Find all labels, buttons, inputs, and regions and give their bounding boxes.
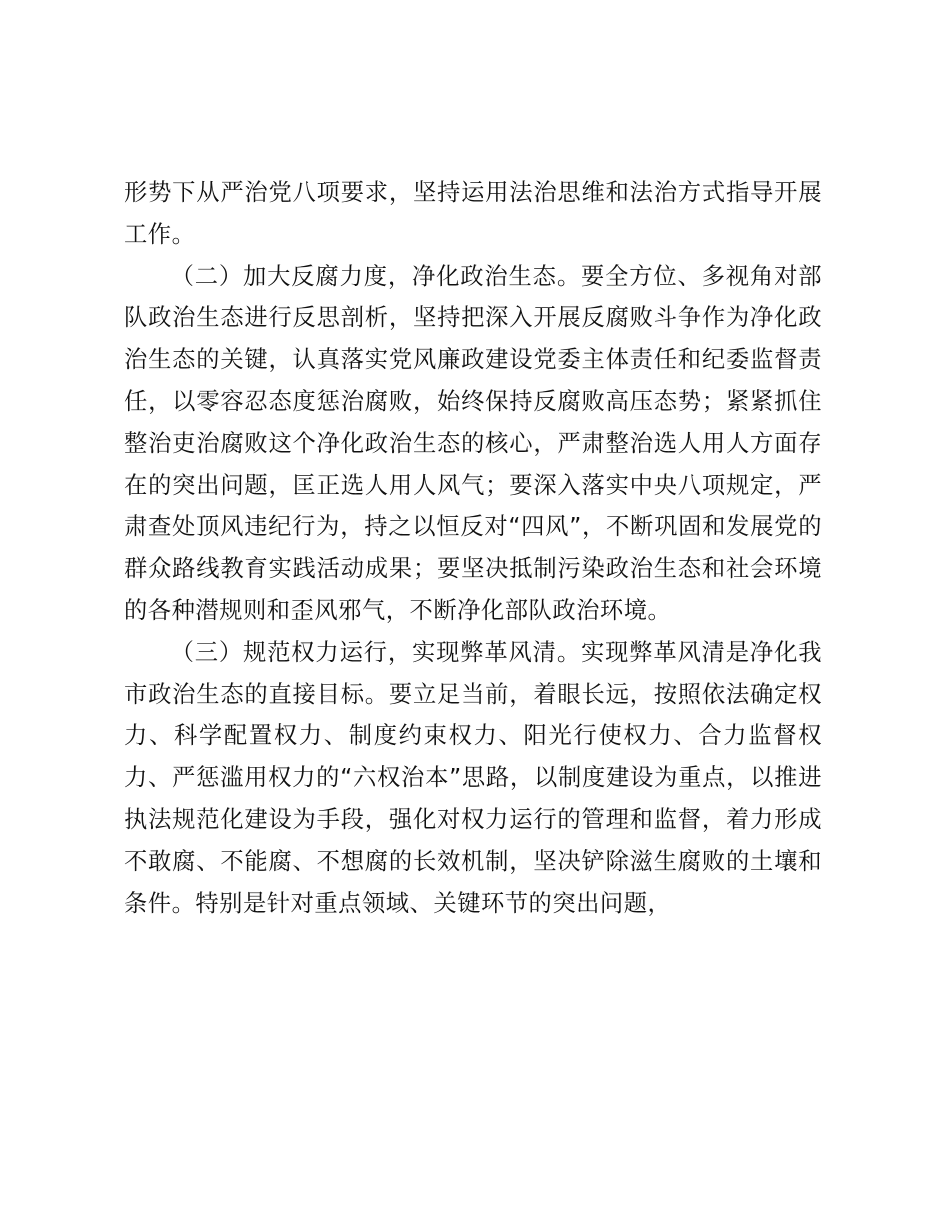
paragraph-section-three: （三）规范权力运行，实现弊革风清。实现弊革风清是净化我市政治生态的直接目标。要立足当前，着眼长远，按照依法确定权力、科学配置权力、制度约束权力、阳光行使权力、合力监督权力、严惩滥用权力的“六权治本”思路，以制度建设为重点，以推进执法规范化建设为手段，强化对权力运行的管理和监督，着力形成不敢腐、不能腐、不想腐的长效机制，坚决铲除滋生腐败的土壤和条件。特别是针对重点领域、关键环节的突出问题， xyxy=(124,638,822,917)
paragraph-section-two: （二）加大反腐力度，净化政治生态。要全方位、多视角对部队政治生态进行反思剖析，坚持把深入开展反腐败斗争作为净化政治生态的关键，认真落实党风廉政建设党委主体责任和纪委监督责任，以零容忍态度惩治腐败，始终保持反腐败高压态势；紧紧抓住整治吏治腐败这个净化政治生态的核心，严肃整治选人用人方面存在的突出问题，匡正选人用人风气；要深入落实中央八项规定，严肃查处顶风违纪行为，持之以恒反对“四风”，不断巩固和发展党的群众路线教育实践活动成果；要坚决抵制污染政治生态和社会环境的各种潜规则和歪风邪气，不断净化部队政治环境。 xyxy=(124,262,822,624)
paragraph-continuation: 形势下从严治党八项要求，坚持运用法治思维和法治方式指导开展工作。 xyxy=(124,179,822,248)
document-body xyxy=(124,172,822,924)
